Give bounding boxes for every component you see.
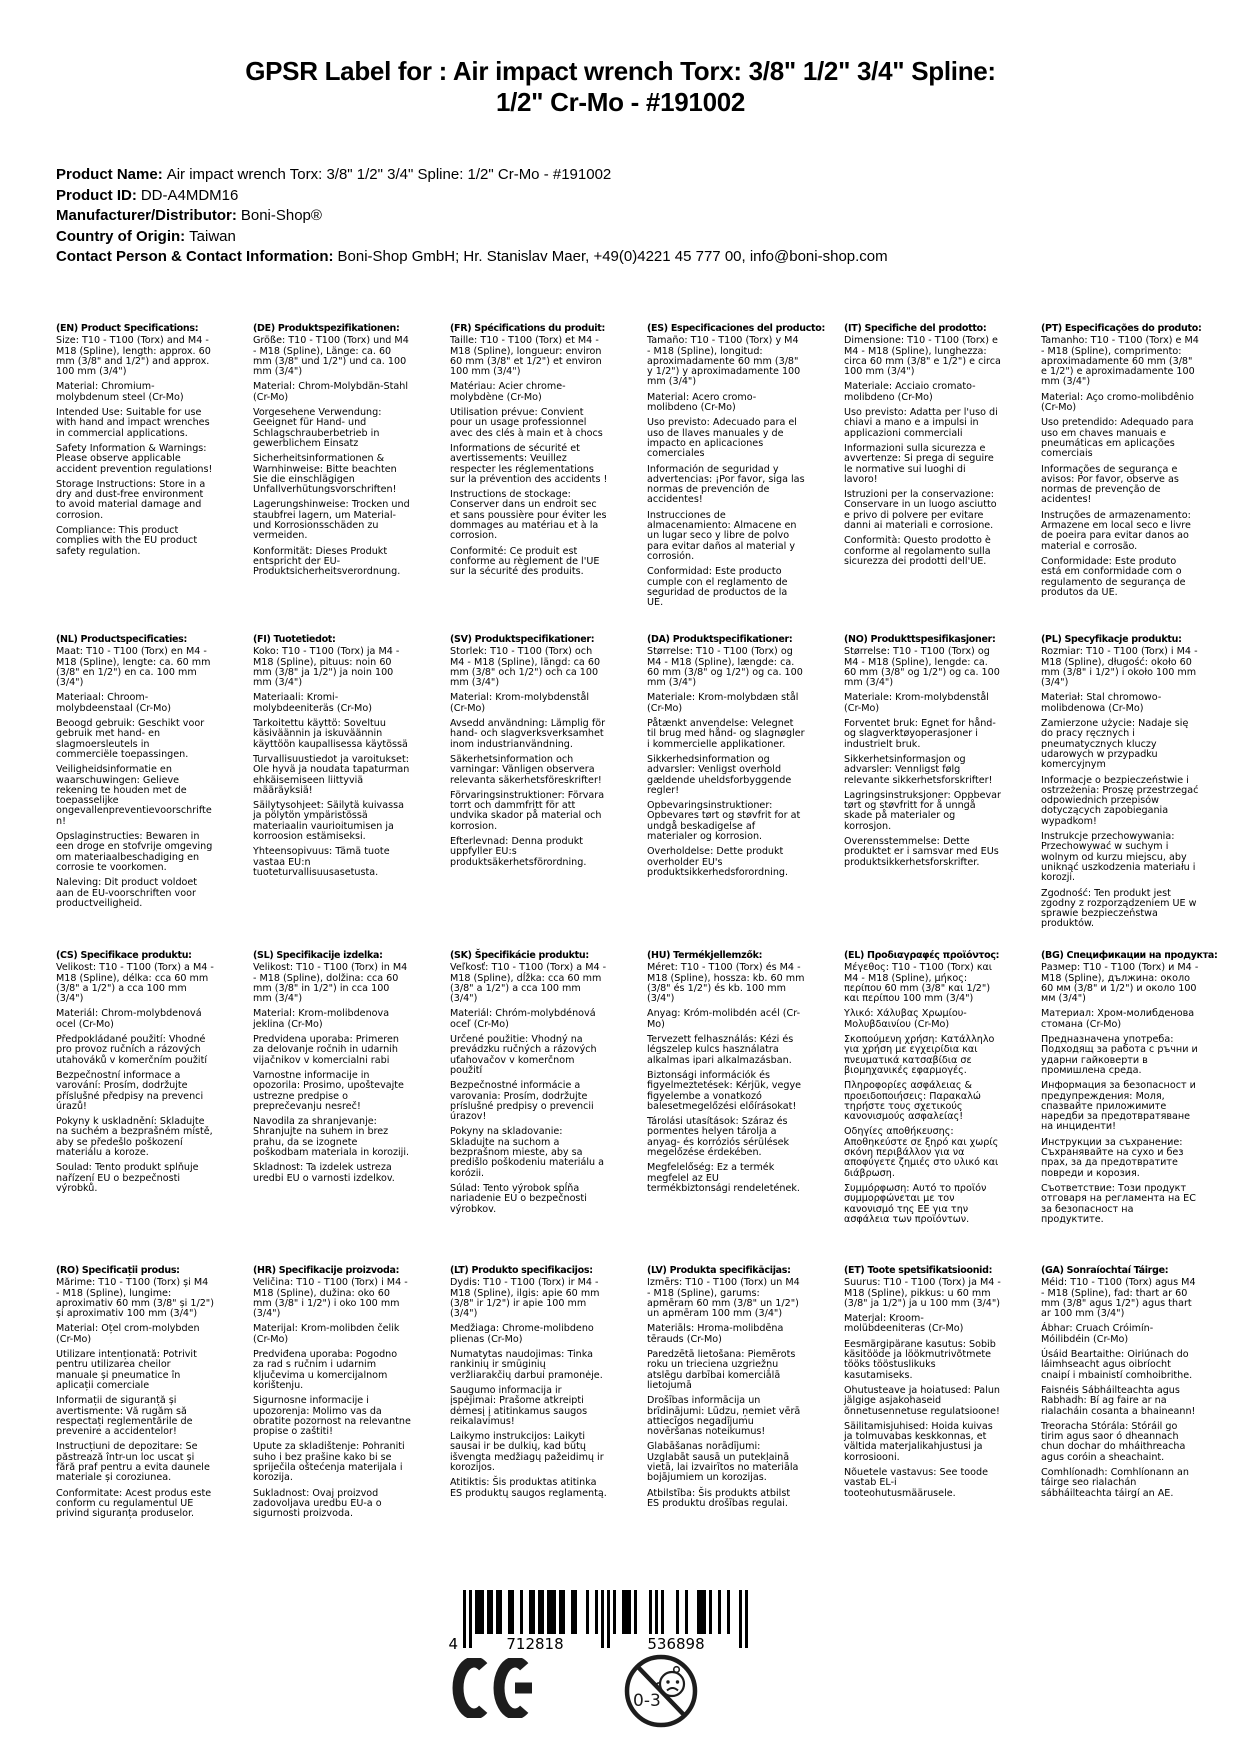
spec-block-header: (SK) Špecifikácie produktu:	[450, 950, 589, 961]
spec-paragraph: Předpokládané použití: Vhodné pro provoz ručních a rázových utahováků v komerčním použití	[56, 1034, 207, 1066]
spec-block-lv	[647, 1266, 805, 1525]
spec-paragraph: Beoogd gebruik: Geschikt voor gebruik met hand- en slagmoersleutels in commerciële toepassingen.	[56, 718, 205, 760]
spec-paragraph: Πληροφορίες ασφάλειας & προειδοποιήσεις: Παρακαλώ τηρήστε τους σχετικούς κανονισμούς ασφαλείας!	[844, 1080, 981, 1123]
product-id-row	[56, 186, 888, 207]
spec-block-header: (ET) Toote spetsifikatsioonid:	[844, 1265, 993, 1276]
ce-mark-icon	[452, 1658, 537, 1718]
spec-paragraph: Tarkoitettu käyttö: Soveltuu käsiväännin ja iskuväännin käyttöön kaupallisessa käytössä	[253, 718, 408, 750]
spec-paragraph: Dydis: T10 - T100 (Torx) ir M4 - M18 (Spline), ilgis: apie 60 mm (3/8" ir 1/2") ir apie 100 mm (3/4")	[450, 1277, 600, 1320]
spec-block-fr	[450, 324, 608, 635]
spec-block-header: (NL) Productspecificaties:	[56, 634, 188, 645]
product-name-value: Air impact wrench Torx: 3/8" 1/2" 3/4" Spline: 1/2" Cr-Mo - #191002	[166, 166, 612, 183]
spec-paragraph: Инструкции за съхранение: Съхранявайте на сухо и без прах, за да предотвратите повреди и корозия.	[1041, 1136, 1184, 1179]
page-title-line2: 1/2" Cr-Mo - #191002	[495, 87, 746, 117]
spec-paragraph: Material: Aço cromo-molibdênio (Cr-Mo)	[1041, 391, 1194, 414]
spec-paragraph: Материал: Хром-молибденова стомана (Cr-Mo)	[1041, 1008, 1195, 1030]
spec-block-el	[844, 951, 1002, 1266]
spec-paragraph: Upute za skladištenje: Pohraniti suho i bez prašine kako bi se spriječila oštećenja materijala i korozija.	[253, 1441, 405, 1484]
origin-row	[56, 227, 888, 248]
spec-paragraph: Velikost: T10 - T100 (Torx) in M4 - M18 (Spline), dolžina: cca 60 mm (3/8" in 1/2") in cca 100 mm (3/4")	[253, 962, 408, 1005]
manufacturer-row	[56, 206, 888, 227]
spec-paragraph: Numatytas naudojimas: Tinka rankinių ir smūginių veržliarakčių darbui pramonėje.	[450, 1349, 603, 1381]
spec-paragraph: Pokyny na skladovanie: Skladujte na suchom a bezprašnom mieste, aby sa predišlo poškodeniu materiálu a korózii.	[450, 1126, 605, 1179]
spec-paragraph: Materiál: Chróm-molybdénová oceľ (Cr-Mo)	[450, 1008, 596, 1030]
spec-block-header: (HU) Termékjellemzők:	[647, 950, 763, 961]
spec-paragraph: Bezpečnostné informácie a varovania: Prosím, dodržujte príslušné predpisy o prevencii úrazov!	[450, 1080, 594, 1123]
spec-paragraph: Atitiktis: Šis produktas atitinka ES produktų saugos reglamentą.	[450, 1477, 607, 1499]
spec-block-sv	[450, 635, 608, 951]
spec-paragraph: Opbevaringsinstruktioner: Opbevares tørt og støvfrit for at undgå beskadigelse af materialer og korrosion.	[647, 800, 801, 843]
spec-paragraph: Tárolási utasítások: Száraz és pormentes helyen tárolja a anyag- és korróziós sérülések megelőzése érdekében.	[647, 1116, 790, 1159]
spec-paragraph: Overensstemmelse: Dette produktet er i samsvar med EUs produktsikkerhetsforskrifter.	[844, 836, 999, 868]
spec-paragraph: Tamanho: T10 - T100 (Torx) e M4 - M18 (Spline), comprimento: aproximadamente 60 mm (3/8" e 1/2") e aproximadamente 100 mm (3/4")	[1041, 335, 1199, 388]
spec-paragraph: Velikost: T10 - T100 (Torx) a M4 - M18 (Spline), délka: cca 60 mm (3/8" a 1/2") a cca 100 mm (3/4")	[56, 962, 214, 1005]
product-info	[56, 165, 888, 268]
spec-paragraph: Sicherheitsinformationen & Warnhinweise: Bitte beachten Sie die einschlägigen Unfallverhütungsvorschriften!	[253, 453, 397, 496]
spec-paragraph: Размер: T10 - T100 (Torx) и M4 - M18 (Spline), дължина: около 60 мм (3/8" и 1/2") и около 100 мм (3/4")	[1041, 962, 1199, 1005]
spec-paragraph: Storage Instructions: Store in a dry and dust-free environment to avoid material damage and corrosion.	[56, 478, 206, 521]
spec-block-header: (IT) Specifiche del prodotto:	[844, 323, 987, 334]
spec-paragraph: Varnostne informacije in opozorila: Prosimo, upoštevajte ustrezne predpise o preprečevanju nesreč!	[253, 1069, 404, 1112]
spec-paragraph: Συμμόρφωση: Αυτό το προϊόν συμμορφώνεται με τον κανονισμό της ΕΕ για την ασφάλεια των προϊόντων.	[844, 1182, 987, 1225]
spec-paragraph: Material: Chromium-molybdenum steel (Cr-Mo)	[56, 381, 184, 403]
spec-paragraph: Säilitamisjuhised: Hoida kuivas ja tolmuvabas keskkonnas, et vältida materjalikahjustusi ja korrosiooni.	[844, 1420, 993, 1463]
spec-block-header: (SL) Specifikacije izdelka:	[253, 950, 383, 961]
spec-block-header: (NO) Produkttspesifikasjoner:	[844, 634, 996, 645]
spec-paragraph: Größe: T10 - T100 (Torx) und M4 - M18 (Spline), Länge: ca. 60 mm (3/8" und 1/2") und ca. 100 mm (3/4")	[253, 335, 409, 378]
spec-paragraph: Materjal: Kroom-molübdeeniteras (Cr-Mo)	[844, 1313, 964, 1335]
spec-block-header: (DE) Produktspezifikationen:	[253, 323, 400, 334]
spec-paragraph: Tamaño: T10 - T100 (Torx) y M4 - M18 (Spline), longitud: aproximadamente 60 mm (3/8" y 1/2") y aproximadamente 100 mm (3/4")	[647, 335, 801, 388]
spec-paragraph: Materiāls: Hroma-molibdēna tērauds (Cr-Mo)	[647, 1323, 784, 1345]
spec-paragraph: Informazioni sulla sicurezza e avvertenze: Si prega di seguire le normative sui luoghi di lavoro!	[844, 442, 994, 485]
spec-paragraph: Avsedd användning: Lämplig för hand- och slagverksverksamhet inom industrianvändning.	[450, 718, 606, 750]
spec-paragraph: Biztonsági információk és figyelmeztetések: Kérjük, vegye figyelembe a vonatkozó balesetmegelőzési előírásokat!	[647, 1069, 802, 1112]
spec-paragraph: Uso previsto: Adatta per l'uso di chiavi a mano e a impulsi in applicazioni commerciali	[844, 407, 998, 439]
spec-paragraph: Utilizare intenționată: Potrivit pentru utilizarea cheilor manuale și pneumatice în aplicații comerciale	[56, 1349, 197, 1391]
spec-paragraph: Ohutusteave ja hoiatused: Palun jälgige asjakohaseid õnnetusennetuse regulatsioone!	[844, 1384, 1000, 1417]
spec-paragraph: Predvidena uporaba: Primeren za delovanje ročnih in udarnih vijačnikov v komercialni rabi	[253, 1034, 399, 1066]
spec-paragraph: Conformità: Questo prodotto è conforme al regolamento sulla sicurezza dei prodotti dell'UE.	[844, 535, 991, 567]
spec-paragraph: Utilisation prévue: Convient pour un usage professionnel avec des clés à main et à chocs	[450, 407, 603, 439]
age-warning-0-3-icon	[623, 1653, 699, 1729]
spec-paragraph: Size: T10 - T100 (Torx) and M4 - M18 (Spline), length: approx. 60 mm (3/8" and 1/2") and approx. 100 mm (3/4")	[56, 335, 211, 378]
ean13-barcode	[438, 1590, 750, 1654]
spec-paragraph: Material: Oțel crom-molybden (Cr-Mo)	[56, 1323, 200, 1345]
spec-paragraph: Saugumo informacija ir įspėjimai: Prašome atkreipti dėmesį į atitinkamus saugos reikalavimus!	[450, 1384, 588, 1427]
product-id-value: DD-A4MDM16	[140, 186, 239, 204]
spec-paragraph: Informações de segurança e avisos: Por favor, observe as normas de prevenção de acidentes!	[1041, 463, 1179, 506]
spec-paragraph: Vorgesehene Verwendung: Geeignet für Hand- und Schlagschrauberbetrieb in gewerblichem Einsatz	[253, 407, 382, 449]
product-name-label: Product Name:	[56, 166, 163, 183]
product-name-row	[56, 165, 888, 186]
spec-paragraph: Koko: T10 - T100 (Torx) ja M4 - M18 (Spline), pituus: noin 60 mm (3/8" ja 1/2") ja noin 100 mm (3/4")	[253, 646, 400, 689]
spec-grid	[56, 323, 1218, 1525]
spec-paragraph: Mărime: T10 - T100 (Torx) și M4 - M18 (Spline), lungime: aproximativ 60 mm (3/8" și 1/2") și aproximativ 100 mm (3/4")	[56, 1277, 214, 1320]
spec-paragraph: Materiale: Krom-molybdæn stål (Cr-Mo)	[647, 692, 799, 714]
spec-paragraph: Efterlevnad: Denna produkt uppfyller EU:s produktsäkerhetsförordning.	[450, 836, 587, 868]
spec-paragraph: Medžiaga: Chrome-molibdeno plienas (Cr-Mo)	[450, 1323, 594, 1345]
spec-paragraph: Информация за безопасност и предупреждения: Моля, спазвайте приложимите наредби за предотвратяване на инциденти!	[1041, 1080, 1196, 1133]
spec-paragraph: Størrelse: T10 - T100 (Torx) og M4 - M18 (Spline), længde: ca. 60 mm (3/8" og 1/2") og ca. 100 mm (3/4")	[647, 646, 803, 689]
spec-paragraph: Lagerungshinweise: Trocken und staubfrei lagern, um Material- und Korrosionsschäden zu vermeiden.	[253, 499, 410, 542]
spec-paragraph: Konformität: Dieses Produkt entspricht der EU-Produktsicherheitsverordnung.	[253, 545, 401, 578]
spec-block-header: (FI) Tuotetiedot:	[253, 634, 336, 645]
spec-paragraph: Uso pretendido: Adequado para uso em chaves manuais e pneumáticas em aplicações comerciais	[1041, 417, 1194, 460]
spec-paragraph: Istruzioni per la conservazione: Conservare in un luogo asciutto e privo di polvere per evitare danni ai materiali e corrosione.	[844, 489, 997, 532]
spec-paragraph: Suurus: T10 - T100 (Torx) ja M4 - M18 (Spline), pikkus: u 60 mm (3/8" ja 1/2") ja u 100 mm (3/4")	[844, 1277, 1001, 1309]
spec-block-header: (DA) Produktspecifikationer:	[647, 634, 793, 645]
manufacturer-label: Manufacturer/Distributor:	[56, 207, 237, 224]
spec-paragraph: Υλικό: Χάλυβας Χρωμίου-Μολυβδαινίου (Cr-Mo)	[844, 1008, 967, 1030]
spec-paragraph: Faisnéis Sábháilteachta agus Rabhadh: Bí ag faire ar na rialacháin cosanta a bhaineann!	[1041, 1384, 1196, 1417]
spec-paragraph: Material: Acero cromo-molibdeno (Cr-Mo)	[647, 391, 757, 414]
contact-value: Boni-Shop GmbH; Hr. Stanislav Maer, +49(0)4221 45 777 00, info@boni-shop.com	[337, 248, 888, 265]
spec-paragraph: Informacje o bezpieczeństwie i ostrzeżenia: Proszę przestrzegać odpowiednich przepisów dotyczących zapobiegania wypadkom!	[1041, 774, 1199, 827]
spec-block-header: (EL) Προδιαγραφές προϊόντος:	[844, 950, 1000, 961]
spec-paragraph: Určené použitie: Vhodný na prevádzku ručných a rázových uťahovačov v komerčnom použití	[450, 1034, 597, 1076]
spec-block-lt	[450, 1266, 608, 1525]
spec-block-hr	[253, 1266, 411, 1525]
spec-paragraph: Zamierzone użycie: Nadaje się do pracy ręcznych i pneumatycznych kluczy udarowych w przypadku komercyjnym	[1041, 718, 1189, 771]
spec-block-no	[844, 635, 1002, 951]
spec-block-ro	[56, 1266, 214, 1525]
spec-block-pt	[1041, 323, 1202, 635]
spec-block-header: (FR) Spécifications du produit:	[450, 323, 605, 334]
spec-block-header: (SV) Produktspecifikationer:	[450, 634, 595, 645]
spec-paragraph: Material: Chrom-Molybdän-Stahl (Cr-Mo)	[253, 381, 409, 403]
manufacturer-value: Boni-Shop®	[240, 207, 322, 224]
contact-row	[56, 247, 888, 268]
spec-paragraph: Predviđena uporaba: Pogodno za rad s ručnim i udarnim ključevima u komercijalnom korištenju.	[253, 1349, 398, 1391]
spec-block-it	[844, 324, 1002, 635]
barcode-bars-icon	[438, 1590, 750, 1654]
spec-paragraph: Nõuetele vastavus: See toode vastab EL-i tooteohutusmäärusele.	[844, 1467, 988, 1499]
spec-paragraph: Instrucțiuni de depozitare: Se păstrează într-un loc uscat și fără praf pentru a evita daunele materiale și coroziunea.	[56, 1441, 210, 1484]
spec-block-header: (EN) Product Specifications:	[56, 323, 199, 334]
spec-paragraph: Treoracha Stórála: Stóráil go tirim agus saor ó dheannach chun dochar do mháithreacha agus coróin a sheachaint.	[1041, 1420, 1186, 1463]
spec-paragraph: Materiaal: Chroom-molybdeenstaal (Cr-Mo)	[56, 692, 171, 714]
spec-block-nl	[56, 635, 214, 951]
spec-paragraph: Οδηγίες αποθήκευσης: Αποθηκεύστε σε ξηρό και χωρίς σκόνη περιβάλλον για να αποφύγετε ζημιές στο υλικό και διάβρωση.	[844, 1126, 999, 1179]
spec-paragraph: Anyag: Króm-molibdén acél (Cr-Mo)	[647, 1008, 801, 1030]
spec-block-es	[647, 323, 825, 635]
spec-paragraph: Informations de sécurité et avertissements: Veuillez respecter les réglementations sur la prévention des accidents !	[450, 442, 608, 485]
spec-block-da	[647, 635, 805, 951]
spec-block-header: (LT) Produkto specifikacijos:	[450, 1265, 593, 1276]
spec-block-de	[253, 324, 411, 635]
spec-paragraph: Instrucciones de almacenamiento: Almacene en un lugar seco y libre de polvo para evitar daños al material y corrosión.	[647, 509, 797, 562]
spec-paragraph: Méid: T10 - T100 (Torx) agus M4 - M18 (Spline), fad: thart ar 60 mm (3/8" agus 1/2") agus thart ar 100 mm (3/4")	[1041, 1277, 1196, 1320]
spec-paragraph: Veiligheidsinformatie en waarschuwingen: Gelieve rekening te houden met de toepasselijke ongevallenpreventievoorschriften!	[56, 764, 212, 827]
spec-paragraph: Paredzētā lietošana: Piemērots roku un trieciena uzgriežņu atslēgu darbībai komerciālā lietojumā	[647, 1349, 796, 1391]
spec-paragraph: Informații de siguranță și avertismente: Vă rugăm să respectați reglementările de prevenire a accidentelor!	[56, 1395, 193, 1438]
spec-paragraph: Veľkosť: T10 - T100 (Torx) a M4 - M18 (Spline), dĺžka: cca 60 mm (3/8" a 1/2") a cca 100 mm (3/4")	[450, 962, 607, 1005]
spec-paragraph: Størrelse: T10 - T100 (Torx) og M4 - M18 (Spline), lengde: ca. 60 mm (3/8" og 1/2") og ca. 100 mm (3/4")	[844, 646, 1000, 689]
spec-paragraph: Conformité: Ce produit est conforme au règlement de l'UE sur la sécurité des produits.	[450, 545, 600, 578]
spec-paragraph: Laikymo instrukcijos: Laikyti sausai ir be dulkių, kad būtų išvengta medžiagų pažeidimų ir korozijos.	[450, 1431, 604, 1474]
spec-paragraph: Veličina: T10 - T100 (Torx) i M4 - M18 (Spline), dužina: oko 60 mm (3/8" i 1/2") i oko 100 mm (3/4")	[253, 1277, 408, 1320]
barcode-group1: 712818	[506, 1635, 564, 1653]
spec-paragraph: Σκοπούμενη χρήση: Κατάλληλο για χρήση με εγχειρίδια και πνευματικά κατσαβίδια σε βιομηχανικές εφαρμογές.	[844, 1034, 995, 1076]
spec-paragraph: Méret: T10 - T100 (Torx) és M4 - M18 (Spline), hossza: kb. 60 mm (3/8" és 1/2") és kb. 100 mm (3/4")	[647, 962, 805, 1005]
spec-paragraph: Säilytysohjeet: Säilytä kuivassa ja pölytön ympäristössä materiaalin vaurioitumisen ja korroosion estämiseksi.	[253, 800, 404, 843]
spec-block-en	[56, 324, 214, 635]
spec-paragraph: Yhteensopivuus: Tämä tuote vastaa EU:n tuoteturvallisuusasetusta.	[253, 846, 390, 878]
spec-paragraph: Materiaali: Kromi-molybdeeniteräs (Cr-Mo)	[253, 692, 372, 714]
spec-paragraph: Säkerhetsinformation och varningar: Vänligen observera relevanta säkerhetsföreskrifter!	[450, 753, 602, 786]
spec-paragraph: Ábhar: Cruach Cróimín-Móilibdéin (Cr-Mo)	[1041, 1323, 1154, 1345]
spec-paragraph: Dimensione: T10 - T100 (Torx) e M4 - M18 (Spline), lunghezza: circa 60 mm (3/8" e 1/2") e circa 100 mm (3/4")	[844, 335, 1001, 378]
spec-block-et	[844, 1266, 1002, 1525]
spec-paragraph: Soulad: Tento produkt splňuje nařízení EU o bezpečnosti výrobků.	[56, 1162, 199, 1194]
spec-block-header: (RO) Specificații produs:	[56, 1265, 180, 1276]
spec-block-cs	[56, 951, 214, 1266]
spec-paragraph: Comhlíonadh: Comhlíonann an táirge seo rialachán sábháilteachta táirgí an AE.	[1041, 1467, 1189, 1499]
spec-paragraph: Lagringsinstruksjoner: Oppbevar tørt og støvfritt for å unngå skade på materialer og korrosjon.	[844, 789, 1001, 832]
spec-paragraph: Eesmärgipärane kasutus: Sobib käsitööde ja löökmutrivõtmete tööks tööstuslikuks kasutamiseks.	[844, 1338, 996, 1381]
spec-paragraph: Tervezett felhasználás: Kézi és légszelep kulcs használatra alkalmas ipari alkalmazásban.	[647, 1034, 794, 1066]
spec-paragraph: Materiál: Chrom-molybdenová ocel (Cr-Mo)	[56, 1008, 202, 1030]
spec-paragraph: Matériau: Acier chrome-molybdène (Cr-Mo)	[450, 381, 566, 403]
spec-paragraph: Overholdelse: Dette produkt overholder EU's produktsikkerhedsforordning.	[647, 846, 789, 878]
spec-paragraph: Intended Use: Suitable for use with hand and impact wrenches in commercial applications.	[56, 407, 210, 439]
spec-paragraph: Conformidade: Este produto está em conformidade com o regulamento de segurança de produtos da UE.	[1041, 555, 1186, 598]
spec-block-header: (ES) Especificaciones del producto:	[647, 323, 825, 334]
spec-paragraph: Materijal: Krom-molibden čelik (Cr-Mo)	[253, 1323, 400, 1345]
spec-block-header: (GA) Sonraíochtaí Táirge:	[1041, 1265, 1169, 1276]
spec-paragraph: Sikkerhedsinformation og advarsler: Venligst overhold gældende uheldsforbyggende regler!	[647, 753, 792, 796]
spec-paragraph: Materiale: Krom-molybdenstål (Cr-Mo)	[844, 692, 989, 714]
spec-paragraph: Instructions de stockage: Conserver dans un endroit sec et sans poussière pour éviter les dommages au matériau et à la corrosion.	[450, 489, 607, 542]
spec-paragraph: Sigurnosne informacije i upozorenja: Molimo vas da obratite pozornost na relevantne propise o zaštiti!	[253, 1395, 411, 1438]
spec-block-header: (PL) Specyfikacje produktu:	[1041, 634, 1182, 645]
spec-paragraph: Úsáid Beartaithe: Oiriúnach do láimhseacht agus oibríocht cnaipí i mbainistí comhoibrithe.	[1041, 1349, 1193, 1381]
spec-paragraph: Zgodność: Ten produkt jest zgodny z rozporządzeniem UE w sprawie bezpieczeństwa produktów.	[1041, 887, 1197, 930]
spec-paragraph: Izmērs: T10 - T100 (Torx) un M4 - M18 (Spline), garums: apmēram 60 mm (3/8" un 1/2") un apmēram 100 mm (3/4")	[647, 1277, 800, 1320]
spec-paragraph: Maat: T10 - T100 (Torx) en M4 - M18 (Spline), lengte: ca. 60 mm (3/8" en 1/2") en ca. 100 mm (3/4")	[56, 646, 211, 689]
spec-paragraph: Súlad: Tento výrobok spĺňa nariadenie EÚ o bezpečnosti výrobkov.	[450, 1182, 587, 1215]
spec-paragraph: Compliance: This product complies with the EU product safety regulation.	[56, 525, 198, 557]
spec-block-bg	[1041, 950, 1218, 1266]
page-title-line1: GPSR Label for : Air impact wrench Torx: 3/8" 1/2" 3/4" Spline:	[245, 56, 996, 86]
spec-paragraph: Conformidad: Este producto cumple con el reglamento de seguridad de productos de la UE.	[647, 566, 788, 609]
page-title	[141, 56, 1101, 118]
spec-paragraph: Skladnost: Ta izdelek ustreza uredbi EU o varnosti izdelkov.	[253, 1162, 395, 1184]
spec-paragraph: Instrukcje przechowywania: Przechowywać w suchym i wolnym od kurzu miejscu, aby uniknąć uszkodzenia materiału i korozji.	[1041, 831, 1196, 884]
spec-paragraph: Sukladnost: Ovaj proizvod zadovoljava uredbu EU-a o sigurnosti proizvoda.	[253, 1487, 382, 1520]
contact-label: Contact Person & Contact Information:	[56, 248, 334, 265]
spec-block-header: (BG) Спецификации на продукта:	[1041, 950, 1218, 961]
spec-paragraph: Turvallisuustiedot ja varoitukset: Ole hyvä ja noudata tapaturman ehkäisemiseen liittyviä määräyksiä!	[253, 753, 410, 796]
spec-paragraph: Materiale: Acciaio cromato-molibdeno (Cr-Mo)	[844, 381, 976, 403]
spec-paragraph: Bezpečnostní informace a varování: Prosím, dodržujte příslušné předpisy na prevenci úrazů!	[56, 1069, 204, 1112]
barcode-left-digit: 4	[448, 1635, 458, 1653]
spec-paragraph: Safety Information & Warnings: Please observe applicable accident prevention regulations!	[56, 442, 213, 475]
spec-paragraph: Atbilstība: Šis produkts atbilst ES produktu drošības regulai.	[647, 1487, 791, 1509]
spec-paragraph: Forventet bruk: Egnet for hånd- og slagverktøyoperasjoner i industrielt bruk.	[844, 718, 996, 750]
spec-paragraph: Materiał: Stal chromowo-molibdenowa (Cr-Mo)	[1041, 692, 1162, 714]
spec-block-fi	[253, 635, 411, 951]
spec-paragraph: Glabāšanas norādījumi: Uzglabāt sausā un putekļainā vietā, lai izvairītos no materiāla bojājumiem un korozijas.	[647, 1441, 799, 1484]
spec-paragraph: Material: Krom-molibdenova jeklina (Cr-Mo)	[253, 1008, 390, 1030]
spec-block-sl	[253, 951, 411, 1266]
spec-paragraph: Съответствие: Този продукт отговаря на регламента на ЕС за безопасност на продуктите.	[1041, 1182, 1196, 1225]
spec-block-header: (CS) Specifikace produktu:	[56, 950, 192, 961]
age-warning-label: 0-3	[633, 1691, 661, 1711]
spec-paragraph: Μέγεθος: T10 - T100 (Torx) και M4 - M18 (Spline), μήκος: περίπου 60 mm (3/8" και 1/2") και περίπου 100 mm (3/4")	[844, 962, 993, 1005]
spec-paragraph: Påtænkt anvendelse: Velegnet til brug med hånd- og slagnøgler i kommercielle applikationer.	[647, 718, 805, 750]
spec-paragraph: Conformitate: Acest produs este conform cu regulamentul UE privind siguranța produselor.	[56, 1487, 212, 1520]
origin-value: Taiwan	[189, 227, 236, 245]
product-id-label: Product ID:	[56, 186, 137, 204]
spec-paragraph: Pokyny k uskladnění: Skladujte na suchém a bezprašném místě, aby se předešlo poškození materiálu a koroze.	[56, 1116, 213, 1159]
spec-paragraph: Rozmiar: T10 - T100 (Torx) i M4 - M18 (Spline), długość: około 60 mm (3/8" i 1/2") i około 100 mm (3/4")	[1041, 646, 1198, 689]
spec-block-header: (HR) Specifikacije proizvoda:	[253, 1265, 400, 1276]
spec-paragraph: Drošības informācija un brīdinājumi: Lūdzu, ņemiet vērā attiecīgos negadījumu novēršanas noteikumus!	[647, 1395, 801, 1438]
spec-paragraph: Megfelelőség: Ez a termék megfelel az EU termékbiztonsági rendeletének.	[647, 1162, 800, 1194]
spec-block-hu	[647, 951, 805, 1266]
spec-block-sk	[450, 951, 608, 1266]
spec-paragraph: Storlek: T10 - T100 (Torx) och M4 - M18 (Spline), längd: ca 60 mm (3/8" och 1/2") och ca 100 mm (3/4")	[450, 646, 601, 689]
spec-paragraph: Información de seguridad y advertencias: ¡Por favor, siga las normas de prevención de accidentes!	[647, 463, 805, 506]
spec-paragraph: Navodila za shranjevanje: Shranjujte na suhem in brez prahu, da se izognete poškodbam materiala in koroziji.	[253, 1116, 410, 1159]
spec-paragraph: Предназначена употреба: Подходящ за работа с ръчни и ударни гайковерти в промишлена среда.	[1041, 1034, 1198, 1076]
spec-block-pl	[1041, 635, 1199, 951]
spec-paragraph: Uso previsto: Adecuado para el uso de llaves manuales y de impacto en aplicaciones comerciales	[647, 417, 797, 460]
spec-block-header: (PT) Especificações do produto:	[1041, 323, 1202, 334]
spec-paragraph: Sikkerhetsinformasjon og advarsler: Vennligst følg relevante sikkerhetsforskrifter!	[844, 753, 993, 786]
origin-label: Country of Origin:	[56, 227, 186, 245]
spec-block-ga	[1041, 1266, 1199, 1525]
spec-paragraph: Opslaginstructies: Bewaren in een droge en stofvrije omgeving om materiaalbeschadiging en corrosie te voorkomen.	[56, 831, 213, 873]
spec-paragraph: Förvaringsinstruktioner: Förvara torrt och dammfritt för att undvika skador på material och korrosion.	[450, 789, 605, 832]
spec-paragraph: Material: Krom-molybdenstål (Cr-Mo)	[450, 692, 589, 714]
barcode-group2: 536898	[647, 1635, 705, 1653]
spec-paragraph: Instruções de armazenamento: Armazene em local seco e livre de poeira para evitar danos ao material e corrosão.	[1041, 509, 1191, 552]
spec-paragraph: Naleving: Dit product voldoet aan de EU-voorschriften voor productveiligheid.	[56, 877, 198, 909]
spec-block-header: (LV) Produkta specifikācijas:	[647, 1265, 791, 1276]
spec-paragraph: Taille: T10 - T100 (Torx) et M4 - M18 (Spline), longueur: environ 60 mm (3/8" et 1/2") et environ 100 mm (3/4")	[450, 335, 602, 378]
